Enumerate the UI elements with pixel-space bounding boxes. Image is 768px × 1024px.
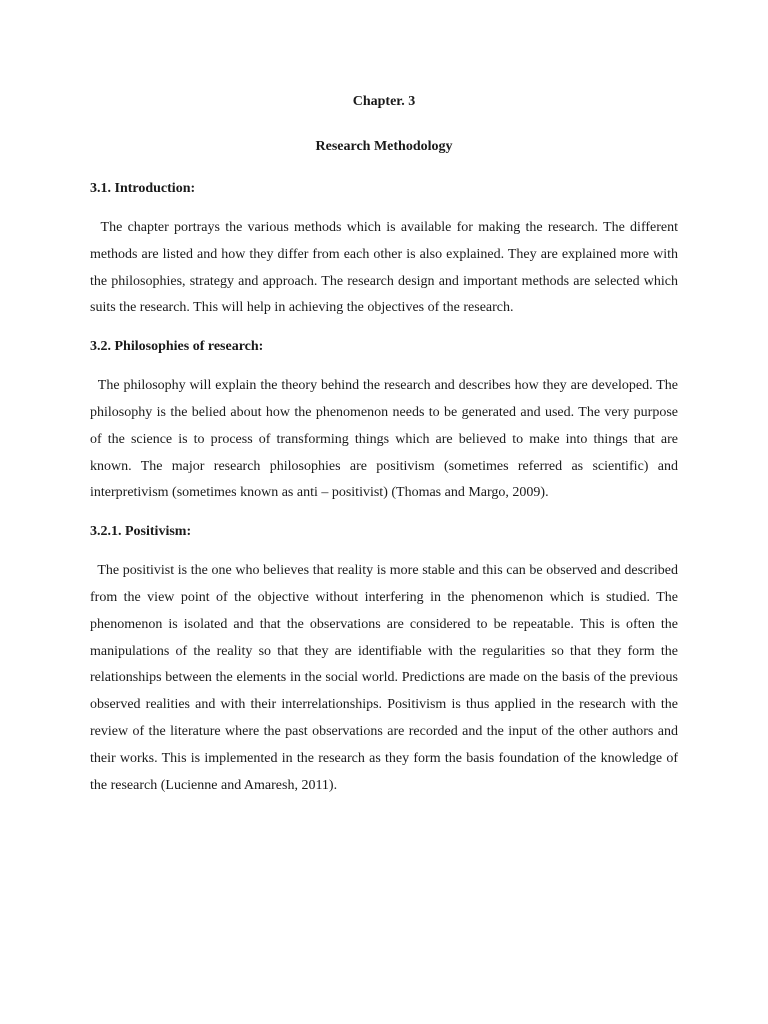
page-content bbox=[90, 92, 678, 814]
section-heading-introduction: 3.1. Introduction: bbox=[90, 181, 196, 196]
chapter-label: Chapter. 3 bbox=[352, 94, 416, 109]
section-heading-positivism: 3.2.1. Positivism: bbox=[90, 524, 192, 540]
section-paragraph-introduction: The chapter portrays the various methods which is available for making the research. The different methods are listed and how they differ from each other is also explained. They are explained more with the philosophies, strategy and approach. The research design and important methods are selected which suits the research. This will help in achieving the objectives of the research. bbox=[90, 220, 678, 316]
section-paragraph-positivism: The positivist is the one who believes that reality is more stable and this can be observed and described from the view point of the objective without interfering in the phenomenon which is studied. The phenomenon is isolated and that the observations are considered to be repeatable. This is often the manipulations of the reality so that they are identifiable with the regularities so that they form the relationships between the elements in the social world. Predictions are made on the basis of the previous observed realities and with their interrelationships. Positivism is thus applied in the research with the review of the literature where the past observations are recorded and the input of the other authors and their works. This is implemented in the research as they form the basis foundation of the knowledge of the research (Lucienne and Amaresh, 2011). bbox=[90, 563, 678, 793]
section-paragraph-philosophies: The philosophy will explain the theory behind the research and describes how they are developed. The philosophy is the belied about how the phenomenon needs to be generated and used. The very purpose of the science is to process of transforming things which are believed to make into things that are known. The major research philosophies are positivism (sometimes referred as scientific) and interpretivism (sometimes known as anti – positivist) (Thomas and Margo, 2009). bbox=[90, 378, 678, 501]
document-title: Research Methodology bbox=[315, 139, 453, 154]
section-heading-philosophies: 3.2. Philosophies of research: bbox=[90, 339, 264, 355]
